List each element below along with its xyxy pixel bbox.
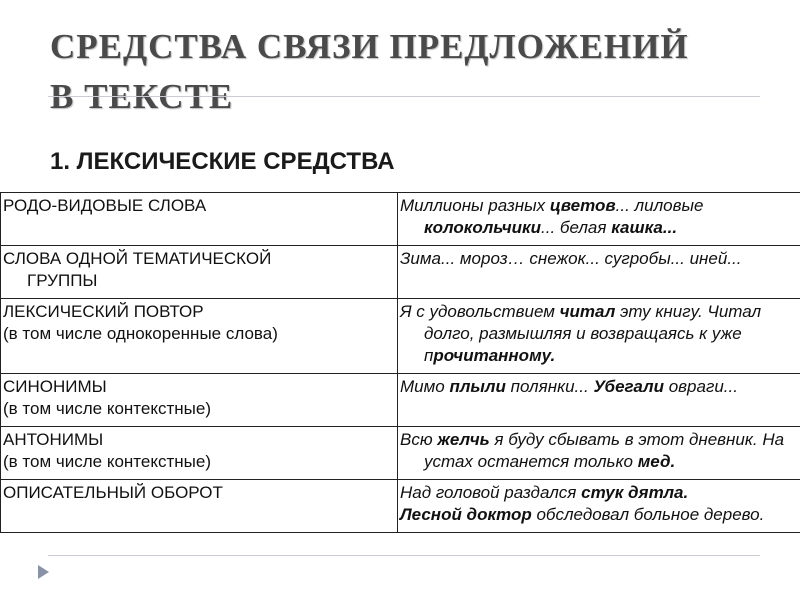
play-arrow-icon[interactable] [38,565,49,579]
slide-title-line-2: В ТЕКСТЕ [50,77,234,116]
example-fragment: Миллионы разных [400,196,550,215]
example-cell [398,427,800,480]
term-label: АНТОНИМЫ [3,430,104,449]
table-row [1,246,800,299]
example-cell [398,246,800,299]
example-fragment: обследовал больное дерево. [531,505,765,524]
example-fragment: я буду сбывать в этот дневник. На устах останется только [424,430,785,471]
example-cell [398,480,800,533]
example-text [400,429,798,473]
example-fragment: полянки... [505,377,594,396]
term-cell [1,193,398,246]
section-heading: 1. ЛЕКСИЧЕСКИЕ СРЕДСТВА [50,148,395,175]
example-highlight: цветов [549,196,616,215]
table-row [1,299,800,374]
term-cell [1,299,398,374]
title-divider [48,96,760,97]
example-cell [398,299,800,374]
example-line [400,504,794,526]
term-cell [1,480,398,533]
example-fragment: овраги... [664,377,738,396]
term-label: ОПИСАТЕЛЬНЫЙ ОБОРОТ [3,483,223,502]
term-cell [1,246,398,299]
example-text [400,248,798,270]
example-highlight: рочитанному. [433,346,556,365]
example-highlight: колокольчики [424,218,541,237]
example-text [400,376,798,398]
example-highlight: кашка... [611,218,678,237]
example-fragment: Мимо [400,377,450,396]
slide-title-line-1: СРЕДСТВА СВЯЗИ ПРЕДЛОЖЕНИЙ [50,27,689,66]
term-label: РОДО-ВИДОВЫЕ СЛОВА [3,196,207,215]
example-cell [398,193,800,246]
example-fragment: Всю [400,430,438,449]
table-row [1,193,800,246]
example-text [400,195,798,239]
term-note: (в том числе контекстные) [3,399,211,418]
term-label: ЛЕКСИЧЕСКИЙ ПОВТОР [3,302,204,321]
example-fragment: Я с удовольствием [400,302,560,321]
term-cell [1,374,398,427]
table-row [1,427,800,480]
term-cell [1,427,398,480]
example-highlight: читал [559,302,616,321]
example-fragment: Над головой раздался [400,483,582,502]
slide-title [50,22,770,122]
example-highlight: стук дятла. [581,483,689,502]
example-highlight: Убегали [593,377,664,396]
term-label-continuation: ГРУППЫ [27,271,98,290]
footer-divider [48,555,760,556]
example-highlight: желчь [437,430,490,449]
example-text [400,482,798,526]
example-fragment: ... лиловые [615,196,704,215]
example-fragment: ... белая [541,218,612,237]
table-row [1,480,800,533]
lexical-means-table [0,192,800,533]
example-fragment: Зима... мороз… снежок... сугробы... иней... [400,249,742,268]
example-cell [398,374,800,427]
example-highlight: мед. [637,452,676,471]
example-highlight: плыли [449,377,506,396]
term-label: СИНОНИМЫ [3,377,107,396]
term-note: (в том числе однокоренные слова) [3,324,278,343]
term-note: (в том числе контекстные) [3,452,211,471]
term-label: СЛОВА ОДНОЙ ТЕМАТИЧЕСКОЙ [3,249,272,268]
example-fragment: эту книгу. Читал долго, размышляя и возвращаясь к уже п [424,302,762,365]
example-line [400,482,794,504]
example-highlight: Лесной доктор [400,505,532,524]
example-text [400,301,798,367]
table-row [1,374,800,427]
